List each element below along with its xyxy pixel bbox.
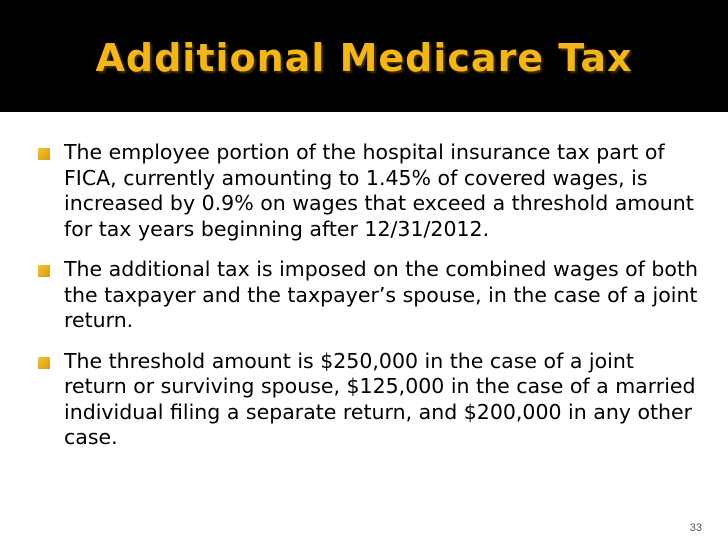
square-bullet-icon	[38, 148, 50, 160]
page-number: 33	[689, 522, 702, 534]
bullet-text: The threshold amount is $250,000 in the case of a joint return or surviving spouse, $125,000 in the case of a married individual filing a separate return, and $200,000 in any other case.	[64, 348, 696, 449]
slide-title: Additional Medicare Tax	[95, 36, 633, 80]
bullet-item	[38, 349, 703, 451]
square-bullet-icon	[38, 357, 50, 369]
bullet-text: The employee portion of the hospital insurance tax part of FICA, currently amounting to 1.45% of covered wages, is increased by 0.9% on wages that exceed a threshold amount for tax years beginning after 12/31/2012.	[64, 140, 694, 241]
bullet-item	[38, 257, 703, 334]
bullet-text: The additional tax is imposed on the combined wages of both the taxpayer and the taxpayer’s spouse, in the case of a joint return.	[64, 257, 698, 332]
bullet-item	[38, 140, 703, 242]
square-bullet-icon	[38, 265, 50, 277]
bullet-list	[38, 140, 703, 466]
